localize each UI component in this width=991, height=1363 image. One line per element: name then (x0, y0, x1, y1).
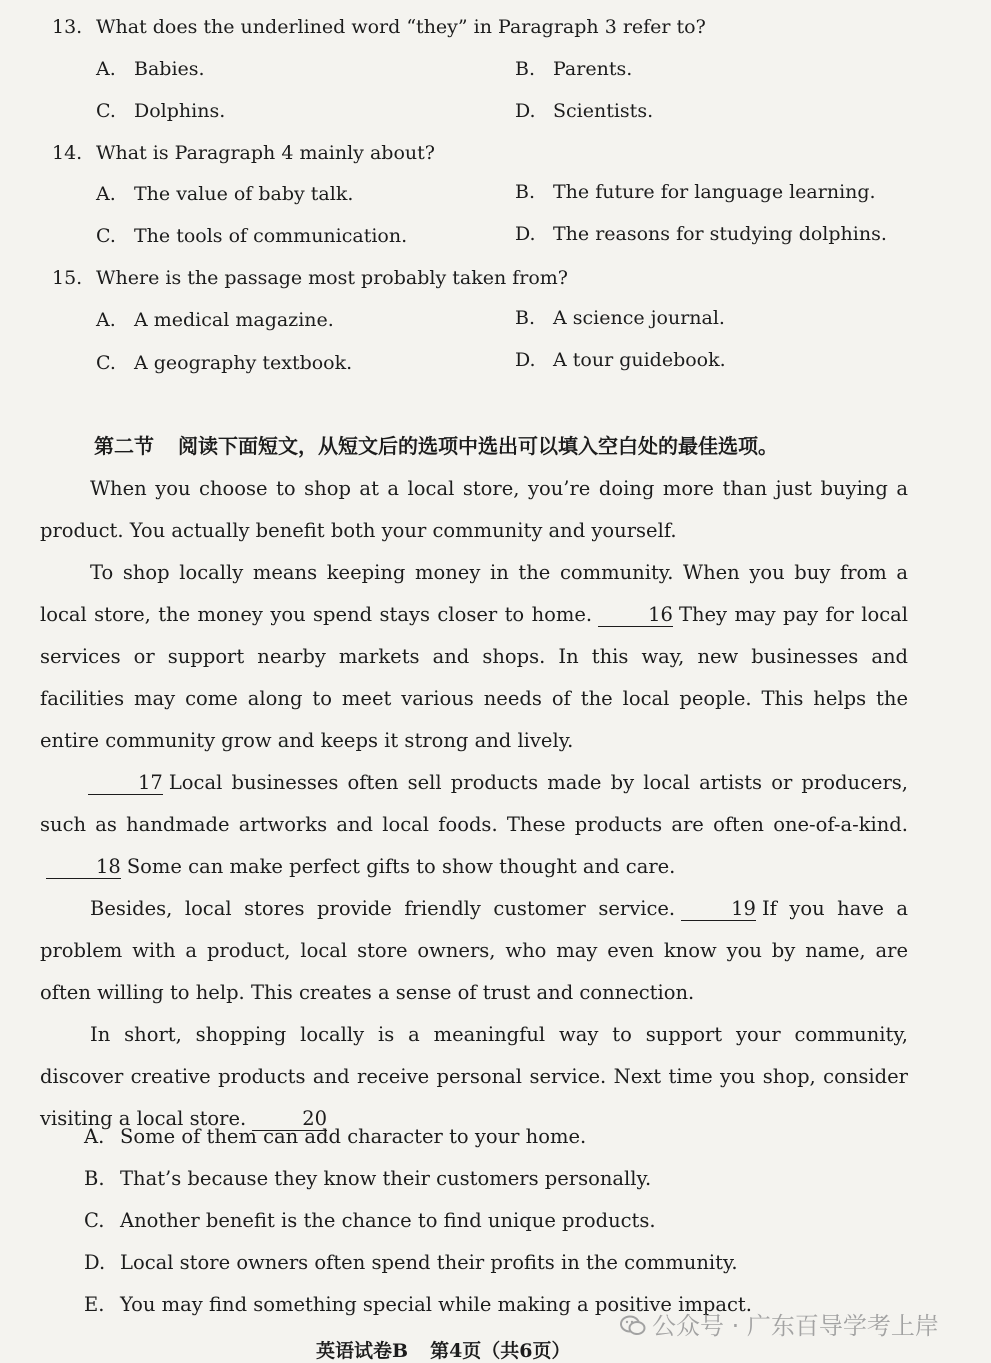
page-number: 第4页（共6页） (430, 1340, 571, 1362)
wechat-icon (620, 1315, 646, 1337)
paragraph-2: To shop locally means keeping money in the community. When you buy from a local store, the money you spend stays closer to home. 16 They may pay for local services or support nearby markets and shops. In this way, new businesses and facilities may come along to meet various needs of the local people. This helps the entire community grow and keeps it strong and lively. (40, 561, 908, 752)
question-text: What is Paragraph 4 mainly about? (96, 142, 435, 164)
blank-19: 19 (681, 898, 756, 921)
option-13d: D. Scientists. (515, 100, 654, 122)
option-15d: D. A tour guidebook. (515, 349, 726, 371)
choice-e: E. You may find something special while making a positive impact. (84, 1293, 752, 1316)
question-number: 15. (52, 267, 83, 289)
blank-20: 20 (252, 1108, 327, 1131)
question-text: Where is the passage most probably taken from? (96, 267, 568, 289)
option-14c: C. The tools of communication. (96, 225, 408, 247)
choice-a: A. Some of them can add character to your home. (84, 1125, 587, 1148)
choice-list (84, 1120, 752, 1330)
option-14d: D. The reasons for studying dolphins. (515, 223, 887, 245)
paragraph-1: When you choose to shop at a local store, you’re doing more than just buying a product. You actually benefit both your community and yourself. (40, 477, 908, 542)
question-15 (52, 267, 568, 289)
option-15b: B. A science journal. (515, 307, 725, 329)
page-footer (316, 1336, 571, 1363)
option-15c: C. A geography textbook. (96, 352, 353, 374)
question-number: 14. (52, 142, 83, 164)
paragraph-4: Besides, local stores provide friendly customer service. 19 If you have a problem with a product, local store owners, who may even know you by name, are often willing to help. This creates a sense of trust and connection. (40, 897, 908, 1004)
paper-name: 英语试卷B (316, 1340, 409, 1362)
blank-16: 16 (598, 604, 673, 627)
option-14b: B. The future for language learning. (515, 181, 876, 203)
option-13c: C. Dolphins. (96, 100, 226, 122)
question-text: What does the underlined word “they” in Paragraph 3 refer to? (96, 16, 706, 38)
question-number: 13. (52, 16, 83, 38)
choice-c: C. Another benefit is the chance to find unique products. (84, 1209, 656, 1232)
paragraph-5: In short, shopping locally is a meaningful way to support your community, discover creative products and receive personal service. Next time you shop, consider visiting a local store. 20 (40, 1023, 908, 1130)
option-15a: A. A medical magazine. (96, 309, 334, 331)
reading-passage (40, 468, 908, 1140)
watermark-text: 公众号 · 广东百导学考上岸 (652, 1312, 939, 1340)
section-tag: 第二节 (94, 434, 154, 458)
option-14a: A. The value of baby talk. (96, 183, 354, 205)
question-14 (52, 142, 435, 164)
option-13a: A. Babies. (96, 58, 205, 80)
blank-17: 17 (88, 772, 163, 795)
watermark (620, 1306, 939, 1341)
section-heading (94, 430, 778, 459)
paragraph-3: 17 Local businesses often sell products made by local artists or producers, such as handmade artworks and local foods. These products are often one-of-a-kind.18 Some can make perfect gifts to show thought and care. (40, 771, 908, 878)
choice-b: B. That’s because they know their customers personally. (84, 1167, 652, 1190)
section-instruction: 阅读下面短文，从短文后的选项中选出可以填入空白处的最佳选项。 (178, 434, 778, 458)
option-13b: B. Parents. (515, 58, 633, 80)
choice-d: D. Local store owners often spend their profits in the community. (84, 1251, 738, 1274)
blank-18: 18 (46, 856, 121, 879)
question-13 (52, 16, 706, 38)
